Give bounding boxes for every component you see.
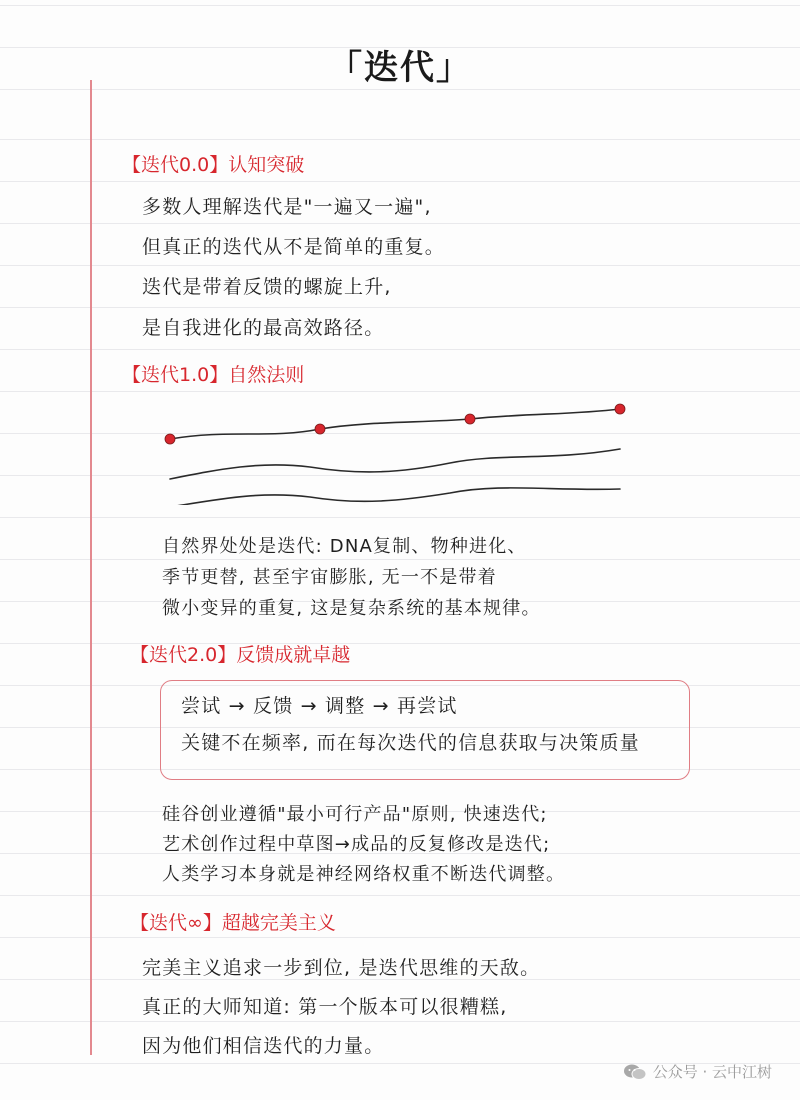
- text-line: 自然界处处是迭代: DNA复制、物种进化、: [162, 536, 527, 557]
- text-line: 迭代是带着反馈的螺旋上升,: [142, 276, 392, 298]
- text-line: 硅谷创业遵循"最小可行产品"原则, 快速迭代;: [162, 804, 548, 825]
- section-heading-iteration-2: 【迭代2.0】反馈成就卓越: [130, 644, 351, 666]
- text-line: 但真正的迭代从不是简单的重复。: [142, 236, 446, 258]
- wave-dot: [615, 404, 625, 414]
- section-heading-iteration-infinity: 【迭代∞】超越完美主义: [130, 912, 336, 934]
- text-line: 是自我进化的最高效路径。: [142, 317, 385, 339]
- text-line: 艺术创作过程中草图→成品的反复修改是迭代;: [162, 834, 551, 855]
- section-heading-iteration-1: 【迭代1.0】自然法则: [122, 364, 305, 386]
- text-line: 微小变异的重复, 这是复杂系统的基本规律。: [162, 598, 541, 619]
- wave-dot: [465, 414, 475, 424]
- text-line: 因为他们相信迭代的力量。: [142, 1035, 385, 1057]
- footer-text: 公众号 · 云中江树: [652, 1063, 772, 1081]
- text-line: 多数人理解迭代是"一遍又一遍",: [142, 196, 432, 218]
- wave-dot: [315, 424, 325, 434]
- wave-illustration: [150, 395, 640, 505]
- wave-line-bottom: [170, 488, 620, 505]
- page-title: 「迭代」: [328, 48, 472, 88]
- box-line-cycle: 尝试 → 反馈 → 调整 → 再尝试: [181, 695, 458, 717]
- footer-attribution: [623, 1061, 772, 1082]
- text-line: 真正的大师知道: 第一个版本可以很糟糕,: [142, 996, 508, 1018]
- text-line: 人类学习本身就是神经网络权重不断迭代调整。: [162, 864, 566, 885]
- wechat-icon: [623, 1063, 647, 1081]
- wave-line-middle: [170, 449, 620, 479]
- wave-dot: [165, 434, 175, 444]
- text-line: 完美主义追求一步到位, 是迭代思维的天敌。: [142, 957, 541, 979]
- margin-line: [90, 80, 92, 1055]
- text-line: 季节更替, 甚至宇宙膨胀, 无一不是带着: [162, 567, 497, 588]
- wave-line-top: [170, 409, 620, 439]
- section-heading-iteration-0: 【迭代0.0】认知突破: [122, 154, 305, 176]
- feedback-loop-box: [160, 680, 690, 780]
- box-line-key: 关键不在频率, 而在每次迭代的信息获取与决策质量: [181, 732, 640, 754]
